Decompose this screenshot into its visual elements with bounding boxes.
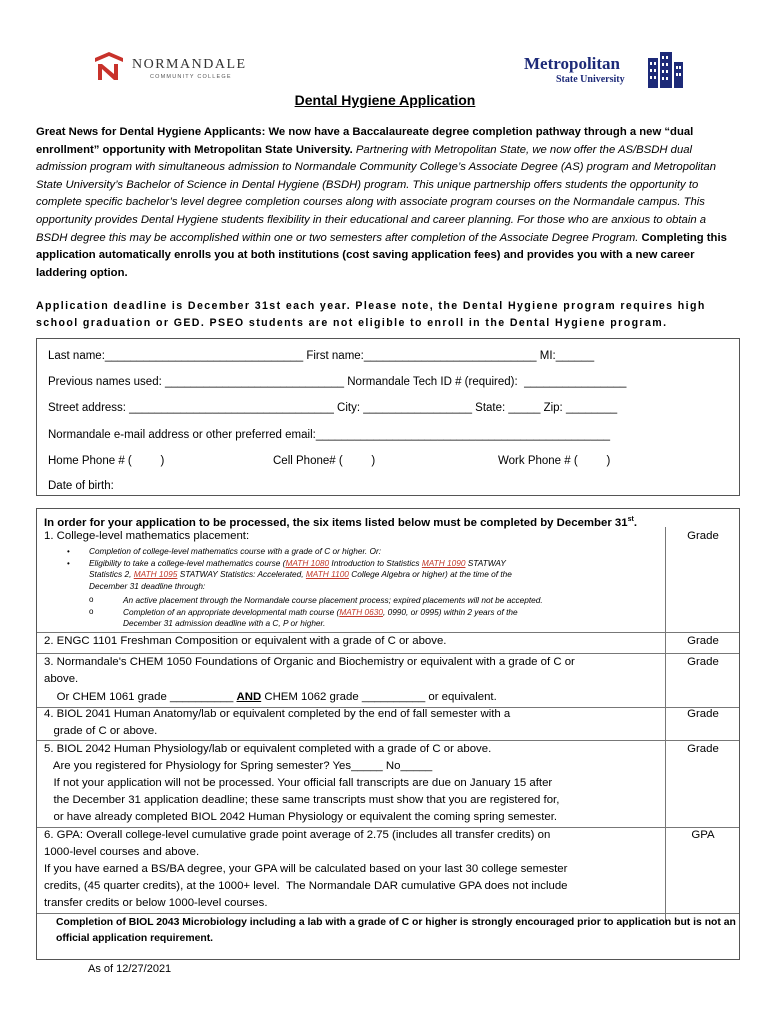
circle-bullet-icon: o <box>89 607 94 616</box>
microbiology-note: Completion of BIOL 2043 Microbiology including a lab with a grade of C or higher is strongly encouraged prior to application but is not an official application requirement. <box>56 917 736 944</box>
requirements-table <box>36 508 740 960</box>
normandale-sub: COMMUNITY COLLEGE <box>150 74 232 80</box>
item-3-line-2: above. <box>44 673 79 685</box>
item-1-bullet-1: Completion of college-level mathematics course with a grade of C or higher. Or: <box>89 546 382 556</box>
normandale-logo-icon <box>92 50 126 82</box>
item-5-line-2[interactable]: Are you registered for Physiology for Spring semester? Yes_____ No_____ <box>44 760 433 772</box>
grade-label-4: Grade <box>687 708 719 720</box>
item-6-line-1: 6. GPA: Overall college-level cumulative grade point average of 2.75 (includes all transfer credits) on <box>44 829 551 841</box>
requirements-header: In order for your application to be processed, the six items listed below must be completed by December 31st. <box>44 516 638 529</box>
metropolitan-sub: State University <box>556 74 625 85</box>
item-6-line-3: If you have earned a BS/BA degree, your GPA will be calculated based on your last 30 college semester <box>44 863 568 875</box>
grade-label-5: Grade <box>687 743 719 755</box>
row-divider <box>37 913 739 914</box>
deadline-notice: Application deadline is December 31st each year. Please note, the Dental Hygiene program requires high school graduation or GED. PSEO students are not eligible to enroll in the Dental Hygiene program. <box>36 300 706 329</box>
home-phone-field[interactable]: Home Phone # ( ) <box>48 455 165 467</box>
date-of-birth-field[interactable]: Date of birth: <box>48 480 114 492</box>
normandale-logo <box>92 48 272 88</box>
item-6-line-5: transfer credits or below 1000-level courses. <box>44 897 268 909</box>
item-5-line-3: If not your application will not be processed. Your official fall transcripts are due on January 15 after <box>44 777 553 789</box>
intro-bold-2: Completing this application automatically enrolls you at both institutions (cost saving application fees) and provides you with a new career laddering option. <box>36 231 727 279</box>
item-3-line-1: 3. Normandale's CHEM 1050 Foundations of Organic and Biochemistry or equivalent with a grade of C or <box>44 656 575 668</box>
gpa-label: GPA <box>691 829 715 841</box>
intro-bold-1: Great News for Dental Hygiene Applicants: We now have a Baccalaureate degree completion pathway through a new “dual enrollment” opportunity with Metropolitan State University. <box>36 126 694 156</box>
name-fields[interactable]: Last name:_______________________________ First name:___________________________ MI:______ <box>48 350 595 362</box>
as-of-date: As of 12/27/2021 <box>88 963 172 975</box>
intro-italic: Partnering with Metropolitan State, we now offer the AS/BSDH dual admission program with simultaneous admission to Normandale Community College’s Associate Degree (AS) program and Metropolitan State University’s Bachelor of Science in Dental Hygiene (BSDH) program. This unique partnership offers students the opportunity to complete specific bachelor’s level degree completion courses along with associate program courses on the Normandale campus. This opportunity provides Dental Hygiene students flexibility in their educational and career planning. For those who are anxious to obtain a BSDH degree this may be accomplished within one or two semesters after completion of the Associate Degree Program. <box>36 143 717 244</box>
bullet-icon: • <box>67 559 70 568</box>
item-1-sub-2: Completion of an appropriate developmental math course (MATH 0630, 0990, or 0995) within 2 years of the December 31 admission deadline with a C, P or higher. <box>123 607 518 629</box>
work-phone-field[interactable]: Work Phone # ( ) <box>498 455 611 467</box>
building-icon <box>646 52 684 88</box>
math-1095-link[interactable]: MATH 1095 <box>133 569 178 580</box>
math-0630-link[interactable]: MATH 0630 <box>339 607 383 617</box>
item-6-line-2: 1000-level courses and above. <box>44 846 200 858</box>
item-2: 2. ENGC 1101 Freshman Composition or equivalent with a grade of C or above. <box>44 635 447 647</box>
math-1090-link[interactable]: MATH 1090 <box>421 558 466 568</box>
intro-paragraph <box>36 124 740 282</box>
page-title: Dental Hygiene Application <box>294 92 476 108</box>
grade-label-1: Grade <box>687 530 719 542</box>
math-1100-link[interactable]: MATH 1100 <box>305 569 349 580</box>
normandale-name: NORMANDALE <box>132 57 247 72</box>
item-5-line-1: 5. BIOL 2042 Human Physiology/lab or equivalent completed with a grade of C or above. <box>44 743 492 755</box>
requirements-header-text: In order for your application to be processed, the six items listed below must be completed by December 31 <box>44 516 628 529</box>
item-4-line-1: 4. BIOL 2041 Human Anatomy/lab or equivalent completed by the end of fall semester with a <box>44 708 511 720</box>
math-1080-link[interactable]: MATH 1080 <box>285 558 330 568</box>
grade-label-2: Grade <box>687 635 719 647</box>
item-3-line-3: Or CHEM 1061 grade __________ AND CHEM 1062 grade __________ or equivalent. <box>44 691 497 703</box>
metropolitan-name: Metropolitan <box>524 54 621 73</box>
address-fields[interactable]: Street address: ________________________________ City: _________________ State: _____ Zip: ________ <box>48 402 618 414</box>
item-4-line-2: grade of C or above. <box>44 725 158 737</box>
item-6-line-4: credits, (45 quarter credits), at the 1000+ level. The Normandale DAR cumulative GPA does not include <box>44 880 568 892</box>
requirements-header-sup: st <box>627 516 634 523</box>
grade-label-3: Grade <box>687 656 719 668</box>
previous-names-tech-id-fields[interactable]: Previous names used: ____________________________ Normandale Tech ID # (required): ________________ <box>48 376 627 388</box>
cell-phone-field[interactable]: Cell Phone# ( ) <box>273 455 376 467</box>
and-emphasis: AND <box>236 691 262 703</box>
circle-bullet-icon: o <box>89 595 94 604</box>
bullet-icon: • <box>67 547 70 556</box>
item-5-line-4: the December 31 application deadline; these same transcripts must show that you are registered for, <box>44 794 560 806</box>
item-1-bullet-2: Eligibility to take a college-level mathematics course (MATH 1080 Introduction to Statistics MATH 1090 STATWAY Statistics 2, MATH 1095 STATWAY Statistics: Accelerated, MATH 1100 College Algebra or higher) at the time of the December 31 deadline through: <box>89 558 512 591</box>
metropolitan-logo <box>524 52 684 92</box>
item-5-line-5: or have already completed BIOL 2042 Human Physiology or equivalent the coming spring semester. <box>44 811 558 823</box>
email-field[interactable]: Normandale e-mail address or other preferred email:______________________________________________ <box>48 429 611 441</box>
applicant-info-box <box>36 338 740 496</box>
item-1-title: 1. College-level mathematics placement: <box>44 530 250 542</box>
grade-column-divider <box>665 527 666 923</box>
item-1-sub-1: An active placement through the Normandale course placement process; expired placements will not be accepted. <box>123 595 543 605</box>
